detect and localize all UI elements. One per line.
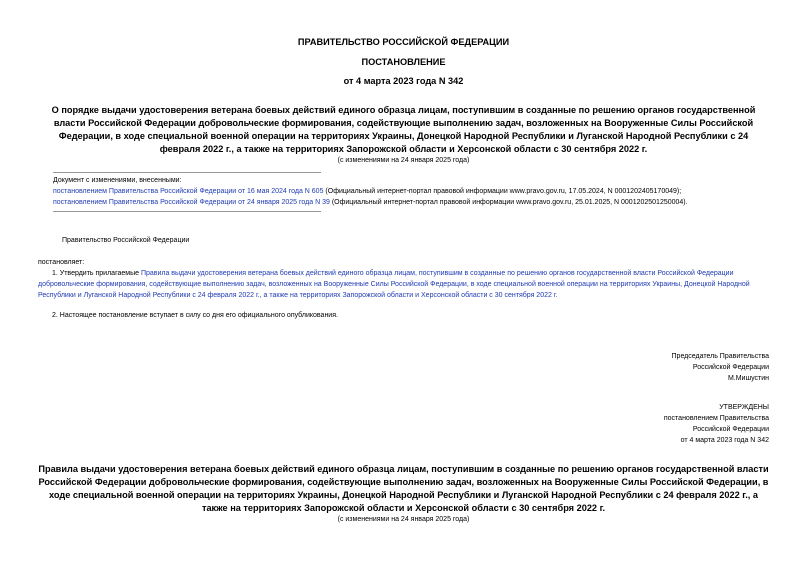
rules-link[interactable]: Правила выдачи удостоверения ветерана боевых действий единого образца лицам, поступившим в созданные по решению органов государственной власти Российской Федерации — [140, 270, 734, 277]
signature-position: Председатель Правительства — [671, 353, 769, 360]
document-type-heading: ПОСТАНОВЛЕНИЕ — [361, 57, 446, 67]
paragraph-1-line-3 — [38, 290, 557, 301]
issuer-text: Правительство Российской Федерации — [62, 237, 190, 244]
changes-note: (с изменениями на 24 января 2025 года) — [337, 157, 470, 164]
amendment-source: (Официальный интернет-портал правовой информации www.pravo.gov.ru, 17.05.2024, N 0001202405170049); — [323, 188, 682, 195]
amendment-link[interactable]: постановлением Правительства Российской Федерации от 24 января 2025 года N 39 — [53, 199, 330, 206]
signature-country: Российской Федерации — [692, 364, 769, 371]
rules-link-continued[interactable]: Республики и Луганской Народной Республики с 24 февраля 2022 г., а также на территориях Запорожской области и Херсонской области с 30 сентября 2022 г. — [38, 292, 558, 299]
amendment-item — [53, 197, 688, 208]
decides-text: постановляет: — [38, 259, 85, 266]
document-title: О порядке выдачи удостоверения ветерана боевых действий единого образца лицам, поступившим в созданные по решению органов государственной власти Российской Федерации добровольческие формирования, содействующие выполнению задач, возложенных на Вооруженные Силы Российской Федерации, в ходе специальной военной операции на территориях Украины, Донецкой Народной Республики и Луганской Народной Республики с 24 февраля 2022 г., а также на территориях Запорожской области и Херсонской области с 30 сентября 2022 г. — [51, 105, 756, 154]
amendment-link[interactable]: постановлением Правительства Российской Федерации от 16 мая 2024 года N 605 — [53, 188, 324, 195]
signature-name: М.Мишустин — [727, 375, 769, 382]
government-heading: ПРАВИТЕЛЬСТВО РОССИЙСКОЙ ФЕДЕРАЦИИ — [297, 37, 510, 47]
paragraph-2: 2. Настоящее постановление вступает в силу со дня его официального опубликования. — [52, 312, 338, 319]
amendments-top-rule — [53, 172, 321, 173]
approved-label: УТВЕРЖДЕНЫ — [719, 404, 769, 411]
approved-by: постановлением Правительства — [663, 415, 769, 422]
document-date-number: от 4 марта 2023 года N 342 — [343, 76, 464, 86]
amendments-intro: Документ с изменениями, внесенными: — [53, 177, 182, 184]
rules-title: Правила выдачи удостоверения ветерана боевых действий единого образца лицам, поступившим в созданные по решению органов государственной власти Российской Федерации добровольческие формирования, содействующие выполнению задач, возложенных на Вооруженные Силы Российской Федерации, в ходе специальной военной операции на территориях Украины, Донецкой Народной Республики и Луганской Народной Республики с 24 февраля 2022 г., а также на территориях Запорожской области и Херсонской области с 30 сентября 2022 г. — [38, 464, 769, 513]
paragraph-1-prefix: 1. Утвердить прилагаемые — [52, 270, 141, 277]
amendment-item — [53, 186, 681, 197]
approved-date-number: от 4 марта 2023 года N 342 — [680, 437, 769, 444]
paragraph-1-line-2 — [38, 279, 750, 290]
approved-country: Российской Федерации — [692, 426, 769, 433]
rules-link-continued[interactable]: добровольческие формирования, содействующие выполнению задач, возложенных на Вооруженные Силы Российской Федерации, в ходе специальной военной операции на территориях Украины, Донецкой Народной — [38, 281, 750, 288]
rules-changes-note: (с изменениями на 24 января 2025 года) — [337, 516, 470, 523]
amendments-bottom-rule — [53, 211, 321, 212]
amendment-source: (Официальный интернет-портал правовой информации www.pravo.gov.ru, 25.01.2025, N 0001202501250004). — [329, 199, 688, 206]
paragraph-1-line-1 — [52, 268, 733, 279]
